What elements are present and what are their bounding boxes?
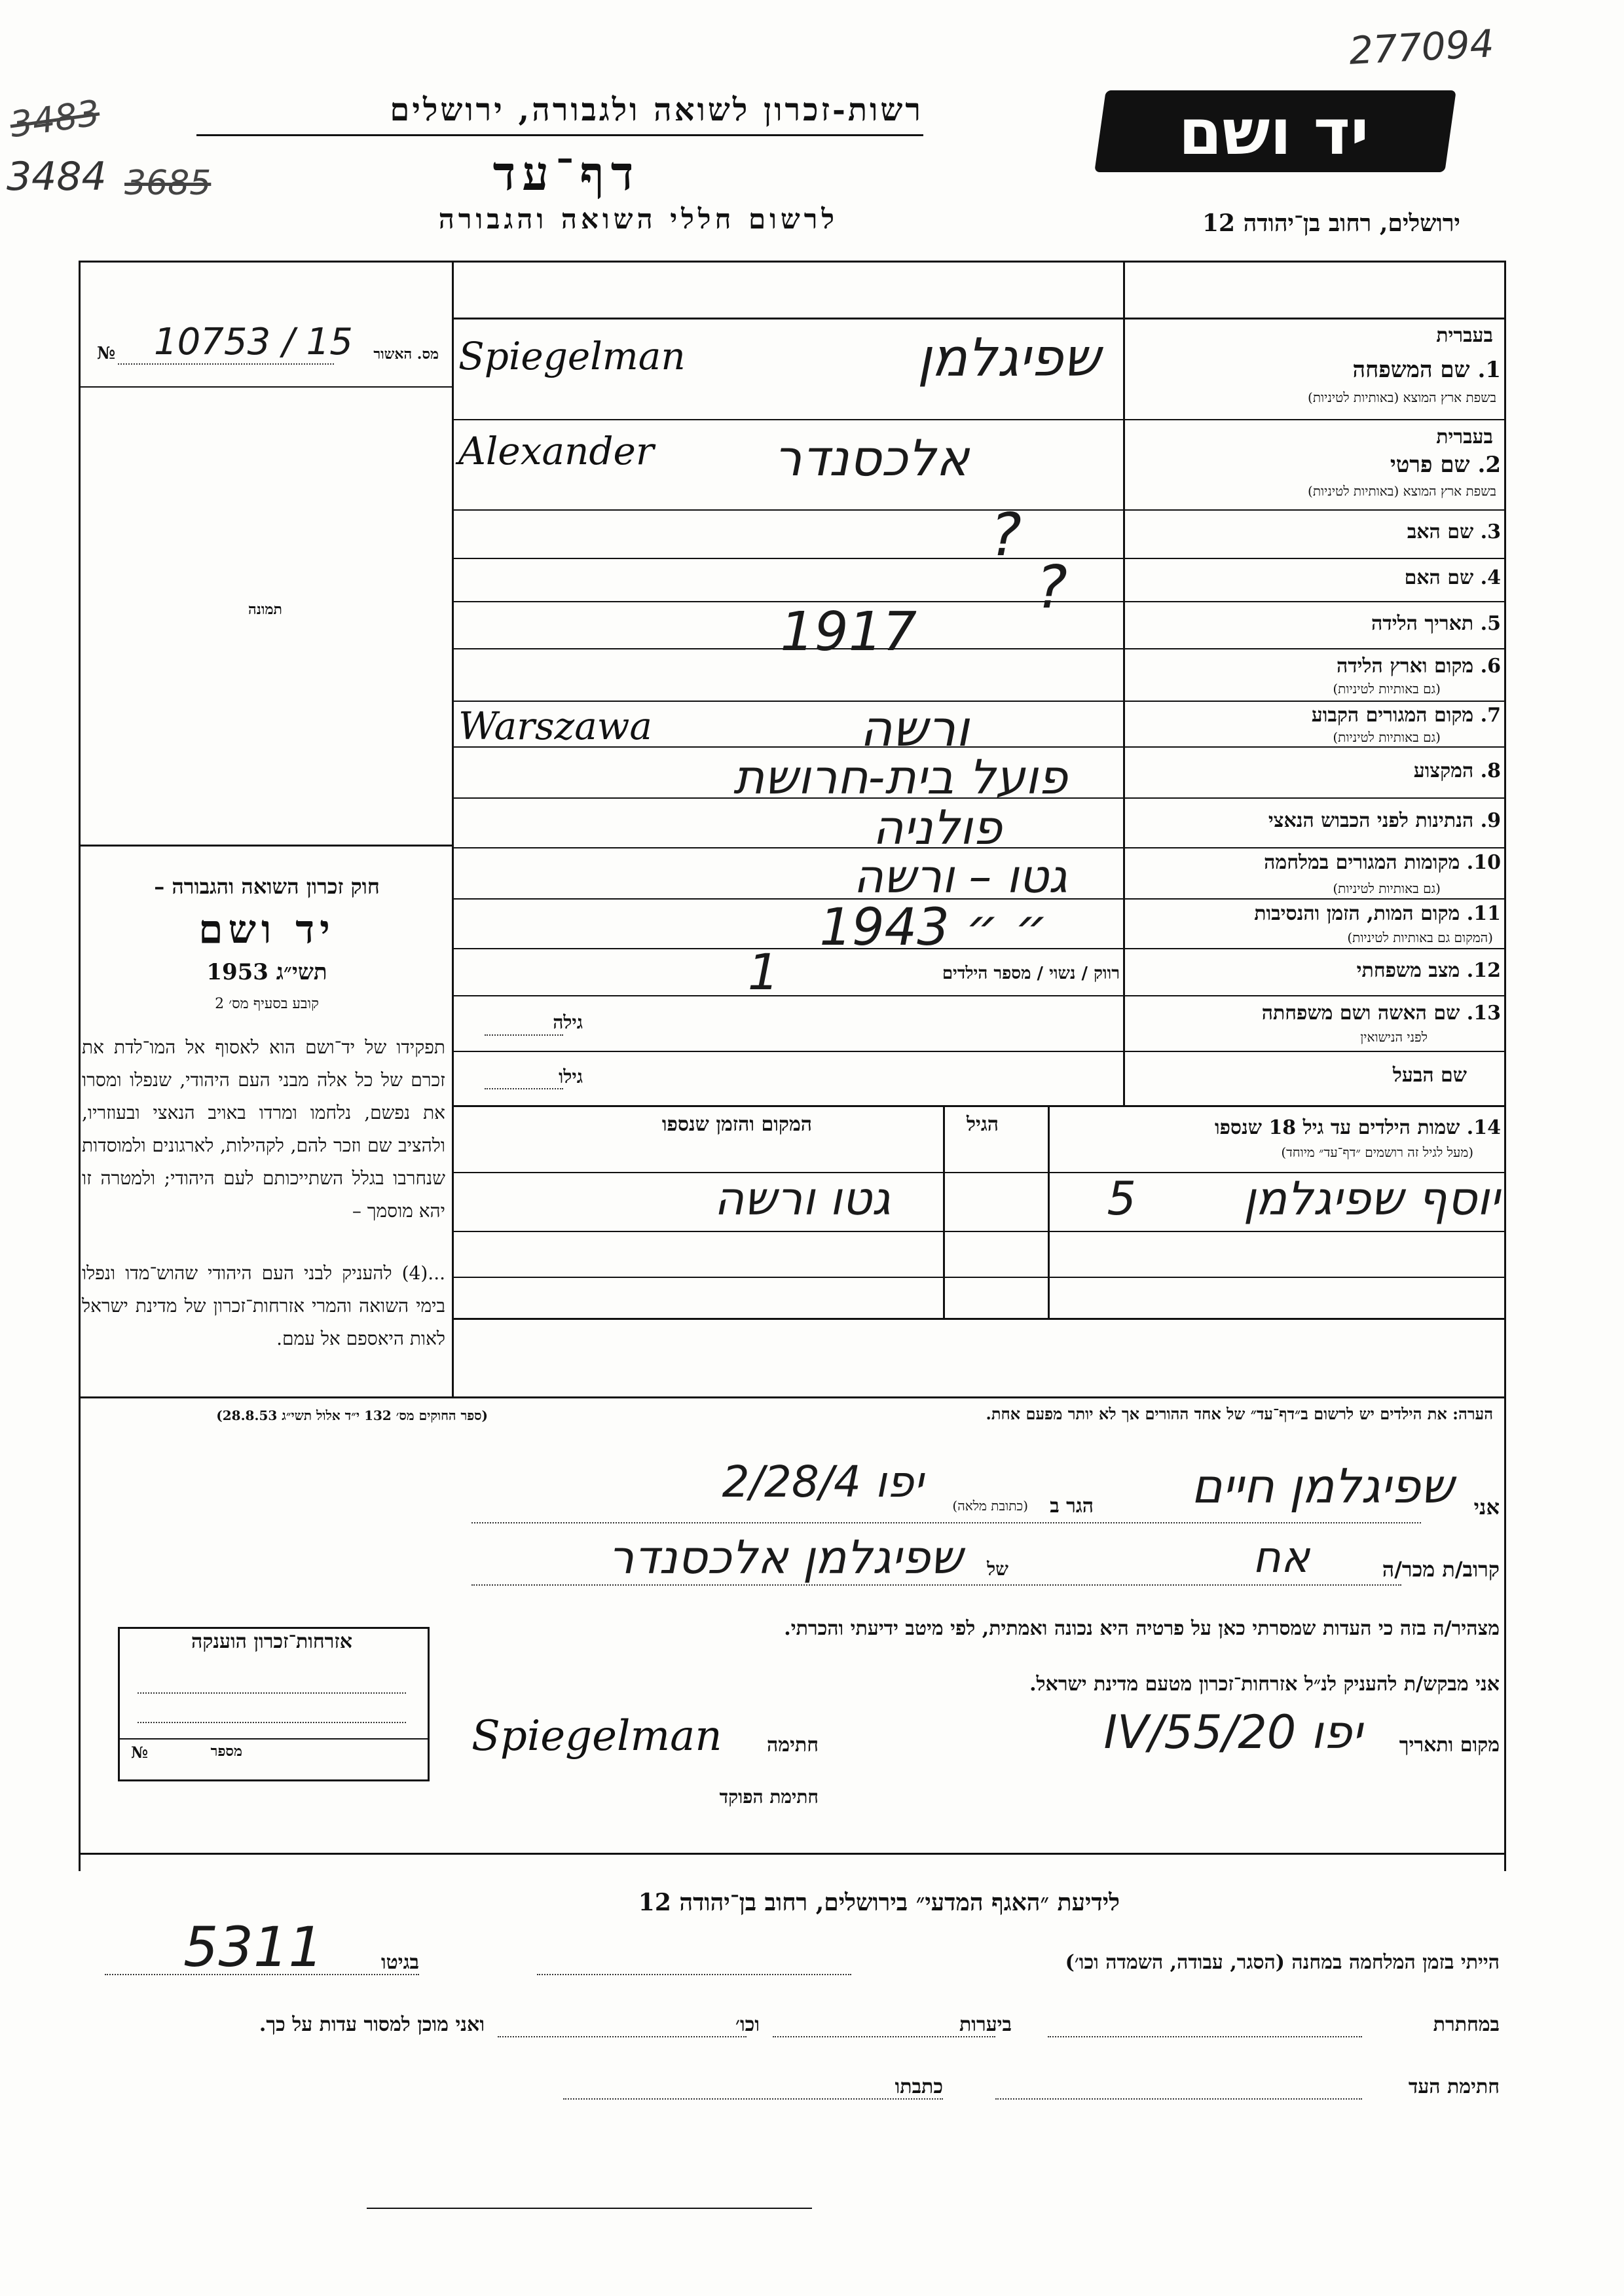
- field-8-label: 8. המקצוע: [1413, 759, 1501, 782]
- archive-number-1: 3483: [7, 92, 103, 146]
- field-2-label: 2. שם פרטי: [1390, 452, 1501, 478]
- field-6-sublabel: (גם באותיות לטיניות): [1333, 681, 1441, 697]
- field-2-sublabel: בשפת ארץ המוצא (באותיות לטיניות): [1308, 483, 1496, 499]
- form-title: דף־עד: [492, 145, 640, 201]
- relative-line: [471, 1584, 1401, 1586]
- row-line-14: [452, 1105, 1504, 1107]
- wife-age-dots: [485, 1034, 563, 1036]
- firstname-hebrew: אלכסנדר: [773, 429, 969, 487]
- birth-date: 1917: [780, 601, 917, 663]
- row-line-1: [452, 419, 1504, 420]
- serial-no-label: №: [97, 344, 116, 363]
- field-12-options: רווק / נשוי / מספר הילדים: [942, 964, 1120, 983]
- surname-hebrew: שפיגלמן: [917, 327, 1100, 388]
- mother-name: ?: [1036, 553, 1067, 622]
- row-line-3: [452, 558, 1504, 559]
- frame-top: [79, 261, 1506, 263]
- father-name: ?: [990, 501, 1022, 570]
- wife-age-label: גילה: [553, 1011, 583, 1033]
- request: אני מבקש/ת להעניק לנ״ל אזרחות־זכרון מטעם מדינת ישראל.: [1029, 1673, 1500, 1696]
- field-3-label: 3. שם האב: [1407, 520, 1501, 543]
- left-photo-bottom: [79, 845, 452, 847]
- relation-value: אח: [1252, 1532, 1310, 1582]
- forests-dots: [773, 2036, 995, 2037]
- divider-left-col: [452, 261, 454, 1396]
- row-line-4: [452, 601, 1504, 602]
- memorial-box-line-2: [138, 1722, 406, 1723]
- children-note: הערה: את הילדים יש לרשום ב״דף־עד״ של אחד ההורים אך לא יותר מפעם אחת.: [986, 1404, 1493, 1423]
- field-10-sublabel: (גם באותיות לטיניות): [1333, 881, 1441, 896]
- child-death-place: גטו ורשה: [714, 1172, 891, 1226]
- child-name: יוסף שפיגלמן: [1243, 1172, 1500, 1226]
- row-line-13: [452, 1051, 1504, 1052]
- left-serial-line: [79, 386, 452, 388]
- field-10-label: 10. מקומות המגורים במלחמה: [1264, 851, 1501, 874]
- death-place-date: ״ ״ 1943: [819, 898, 1048, 957]
- serial-dots: [118, 363, 334, 365]
- law-source: (ספר החוקים מס׳ 132 י״ד אלול תשי״ג 28.8.53): [216, 1408, 488, 1423]
- field-13b-label: שם הבעל: [1392, 1064, 1467, 1087]
- children-col-divider-1: [943, 1105, 945, 1318]
- signature-value: Spiegelman: [471, 1712, 722, 1760]
- i-label: אני: [1473, 1495, 1500, 1520]
- field-7-label: 7. מקום המגורים הקבוע: [1311, 704, 1501, 727]
- place-date-label: מקום ותאריך: [1399, 1734, 1500, 1757]
- witness-sig-dots: [995, 2098, 1362, 2100]
- field-1-label: 1. שם המשפחה: [1352, 357, 1501, 383]
- deceased-name-ref: שפיגלמן אלכסנדר: [608, 1531, 963, 1584]
- archive-number-2: 3484: [7, 154, 107, 200]
- husband-age-label: גילו: [559, 1066, 583, 1087]
- archive-number-stamp: 277094: [1348, 21, 1496, 73]
- statement: מצהיר/ה בזה כי העדות שמסרתי כאן על פרטיה היא נכונה ואמתית, לפי מיטב ידיעתי והכרתי.: [784, 1617, 1500, 1640]
- row-line-header: [452, 318, 1504, 319]
- declarant-name: שפיגלמן חיים: [1190, 1459, 1454, 1514]
- profession: פועל בית-חרושת: [733, 750, 1067, 805]
- memorial-box-line-1: [138, 1692, 406, 1694]
- declarant-address: יפו 2/28/4: [722, 1457, 923, 1507]
- children-row-3: [452, 1277, 1504, 1278]
- row-line-12: [452, 995, 1504, 996]
- frame-right: [1504, 261, 1506, 1871]
- law-name: יד ושם: [198, 907, 335, 953]
- footer-top: [79, 1853, 1506, 1855]
- law-text-1: תפקידו של יד־ושם הוא לאסוף אל המו־לדת את זכרם של כל אלה מבני העם היהודי, שנפלו ומסרו את נפשם, נלחמו ומרדו באויב הנאצי ובעוזריו, ולהציב שם וזכר להם, לקהילות, לארגונים ולמוסדות שנחרבו בגלל השתייכותם לעם היהודי; ולמטרה זו יהא מוסמך –: [82, 1036, 445, 1222]
- memorial-box-number-label: מספר: [210, 1743, 242, 1760]
- forests-label: ביערות: [959, 2013, 1012, 2036]
- ghetto-label: בגיטו: [380, 1951, 419, 1974]
- etc-label: וכו׳: [735, 2013, 760, 2036]
- logo-text: יד ושם: [1178, 96, 1369, 169]
- authority-underline: [196, 134, 923, 136]
- divider-label-col: [1123, 261, 1125, 1105]
- row-line-6: [452, 701, 1504, 702]
- archive-number-3: 3685: [124, 164, 212, 203]
- form-subtitle: לרשום חללי השואה והגבורה: [438, 203, 838, 235]
- children-place-header: המקום והזמן שנספו: [661, 1113, 812, 1136]
- serial-value: 10753 / 15: [154, 321, 353, 363]
- surname-latin: Spiegelman: [458, 334, 686, 378]
- field-6-label: 6. מקום וארץ הלידה: [1336, 655, 1501, 678]
- resides-label: הגר ב: [1050, 1495, 1094, 1518]
- underground-dots: [1048, 2036, 1362, 2037]
- hebrew-tag-1: בעברית: [1436, 324, 1493, 347]
- field-4-label: 4. שם האם: [1404, 566, 1501, 589]
- field-5-label: 5. תאריך הלידה: [1371, 612, 1501, 635]
- underground-label: במחתרת: [1433, 2013, 1500, 2036]
- family-status-value: 1: [747, 943, 779, 1001]
- place-date-value: יפו 20/IV/55: [1103, 1705, 1362, 1759]
- serial-label: מס. האשור: [373, 346, 439, 363]
- law-title: חוק זכרון השואה והגבורה –: [154, 874, 380, 899]
- field-13-sublabel: לפני הנישואין: [1360, 1029, 1428, 1045]
- row-line-5: [452, 648, 1504, 649]
- footer-title: לידיעת ״האגף המדעי״ בירושלים, רחוב בן־יהודה 12: [638, 1889, 1120, 1916]
- field-11-sublabel: (המקום גם באותיות לטיניות): [1347, 930, 1493, 945]
- field-12-label: 12. מצב משפחתי: [1356, 959, 1501, 982]
- law-section: קובע בסעיף מס׳ 2: [215, 996, 319, 1012]
- ghetto-value: 5311: [183, 1915, 323, 1979]
- children-age-header: הגיל: [966, 1113, 999, 1136]
- children-col-divider-2: [1048, 1105, 1050, 1318]
- frame-left: [79, 261, 81, 1871]
- nationality: פולניה: [872, 800, 1002, 855]
- camp-line-dots: [537, 1974, 851, 1975]
- of-label: של: [987, 1558, 1008, 1580]
- witness-address-label: כתבתו: [895, 2075, 943, 2098]
- field-13-label: 13. שם האשה ושם משפחתה: [1261, 1002, 1501, 1025]
- law-text-2: ...(4) להעניק לבני העם היהודי שהוש־מדו ונפלו בימי השואה והמרי אזרחות־זכרון של מדינת ישראל לאות היאספם אל עמם.: [82, 1262, 445, 1349]
- address-hint: (כתובת מלאה): [952, 1498, 1028, 1514]
- firstname-latin: Alexander: [458, 429, 654, 473]
- residence-latin: Warszawa: [458, 704, 653, 748]
- field-7-sublabel: (גם באותיות לטיניות): [1333, 729, 1441, 745]
- field-11-label: 11. מקום המות, הזמן והנסיבות: [1254, 902, 1501, 925]
- relative-label: קרוב/ת מכר/ה: [1382, 1557, 1500, 1582]
- children-bottom: [452, 1318, 1504, 1320]
- witness-address-dots: [563, 2098, 943, 2100]
- witness-sig-label: חתימת העד: [1408, 2075, 1500, 2098]
- ready-label: ואני מוכן למסור עדות על כך.: [259, 2013, 485, 2036]
- field-9-label: 9. הנתינות לפני הכבוש הנאצי: [1268, 809, 1501, 832]
- children-row-2: [452, 1231, 1504, 1232]
- memorial-box-no: №: [131, 1743, 149, 1762]
- camp-line-label: הייתי בזמן המלחמה במחנה (הסגר, עבודה, השמדה וכו׳): [1065, 1951, 1500, 1974]
- officer-signature-label: חתימת הפוקד: [719, 1786, 819, 1808]
- photo-placeholder: תמונה: [248, 601, 282, 618]
- wartime-residence: גטו – ורשה: [853, 850, 1067, 903]
- bottom-rule: [367, 2208, 812, 2209]
- signature-label: חתימה: [767, 1734, 819, 1757]
- field-1-sublabel: בשפת ארץ המוצא (באותיות לטיניות): [1308, 390, 1496, 405]
- i-line: [471, 1522, 1421, 1523]
- declaration-top: [79, 1396, 1506, 1398]
- address: ירושלים, רחוב בן־יהודה 12: [1202, 210, 1460, 237]
- hebrew-tag-2: בעברית: [1436, 426, 1493, 448]
- ghetto-dots: [105, 1974, 419, 1975]
- authority-line: רשות-זכרון לשואה ולגבורה, ירושלים: [390, 92, 923, 128]
- residence-hebrew: ורשה: [859, 699, 969, 757]
- row-line-2: [452, 509, 1504, 511]
- memorial-box-bottom-line: [118, 1738, 428, 1740]
- field-14-label: 14. שמות הילדים עד גיל 18 שנספו: [1214, 1116, 1501, 1139]
- memorial-box-title: אזרחות־זכרון הוענקה: [191, 1630, 353, 1653]
- field-14-sublabel: (מעל לגיל זה רושמים ״דף־עד״ מיוחד): [1281, 1144, 1473, 1160]
- child-age: 5: [1107, 1172, 1136, 1226]
- law-year: תשי״ג 1953: [206, 959, 327, 985]
- etc-dots: [498, 2036, 747, 2037]
- husband-age-dots: [485, 1088, 563, 1089]
